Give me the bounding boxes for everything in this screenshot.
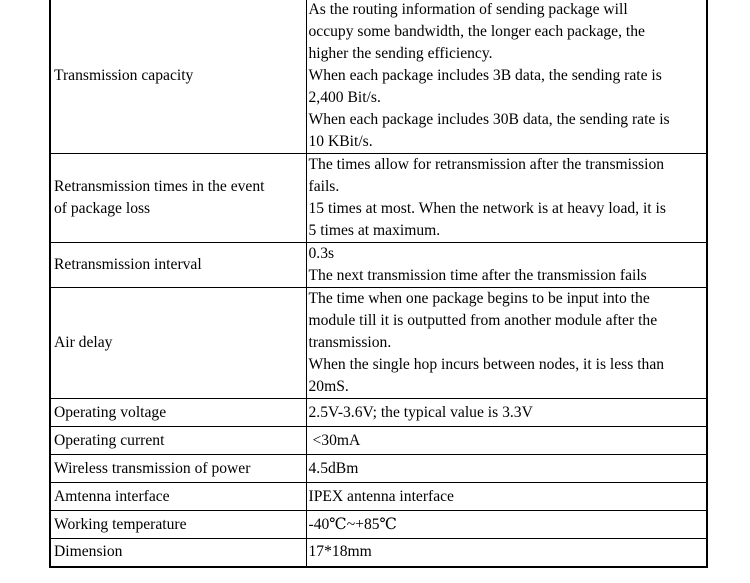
spec-value-line: higher the sending efficiency. — [308, 45, 493, 62]
spec-value: <30mA — [306, 427, 707, 455]
spec-row-working-temperature — [50, 511, 707, 539]
spec-value-line: 5 times at maximum. — [308, 222, 441, 239]
spec-row-transmission-capacity — [50, 0, 707, 154]
spec-row-wireless-power — [50, 455, 707, 483]
spec-label: Operating voltage — [50, 399, 306, 427]
spec-label: Working temperature — [50, 511, 306, 539]
spec-value-line: The next transmission time after the transmission fails — [308, 267, 647, 284]
spec-label-line: Retransmission times in the event — [54, 178, 265, 195]
spec-value — [306, 154, 707, 243]
spec-value-line: occupy some bandwidth, the longer each package, the — [308, 23, 645, 40]
spec-value-line: When each package includes 3B data, the sending rate is — [308, 67, 662, 84]
spec-value — [306, 288, 707, 399]
spec-value-line: 15 times at most. When the network is at heavy load, it is — [308, 200, 666, 217]
spec-value-line: 20mS. — [308, 378, 349, 395]
spec-label: Operating current — [50, 427, 306, 455]
spec-value-line: transmission. — [308, 334, 392, 351]
spec-value — [306, 243, 707, 288]
spec-value: 4.5dBm — [306, 455, 707, 483]
spec-value-line: When each package includes 30B data, the sending rate is — [308, 111, 670, 128]
spec-row-operating-voltage — [50, 399, 707, 427]
spec-label-line: of package loss — [54, 200, 151, 217]
spec-value: IPEX antenna interface — [306, 483, 707, 511]
spec-label: Air delay — [50, 288, 306, 399]
spec-value-line: The time when one package begins to be input into the — [308, 290, 650, 307]
spec-value-line: As the routing information of sending package will — [308, 1, 628, 18]
spec-value-line: When the single hop incurs between nodes, it is less than — [308, 356, 665, 373]
spec-label: Dimension — [50, 539, 306, 567]
spec-label: Amtenna interface — [50, 483, 306, 511]
spec-value-line: 0.3s — [308, 245, 335, 262]
spec-row-operating-current — [50, 427, 707, 455]
spec-label — [50, 154, 306, 243]
spec-value: 17*18mm — [306, 539, 707, 567]
spec-value: 2.5V-3.6V; the typical value is 3.3V — [306, 399, 707, 427]
spec-label: Wireless transmission of power — [50, 455, 306, 483]
spec-value-line: module till it is outputted from another module after the — [308, 312, 658, 329]
spec-value — [306, 0, 707, 154]
spec-value-line: The times allow for retransmission after the transmission — [308, 156, 665, 173]
spec-table — [49, 0, 708, 568]
spec-row-antenna-interface — [50, 483, 707, 511]
spec-value: -40℃~+85℃ — [306, 511, 707, 539]
spec-label: Transmission capacity — [50, 0, 306, 154]
spec-value-line: 2,400 Bit/s. — [308, 89, 381, 106]
spec-value-line: fails. — [308, 178, 340, 195]
spec-row-retransmission-interval — [50, 243, 707, 288]
spec-row-air-delay — [50, 288, 707, 399]
spec-label: Retransmission interval — [50, 243, 306, 288]
spec-row-retransmission-times — [50, 154, 707, 243]
spec-value-line: 10 KBit/s. — [308, 133, 373, 150]
spec-row-dimension — [50, 539, 707, 567]
